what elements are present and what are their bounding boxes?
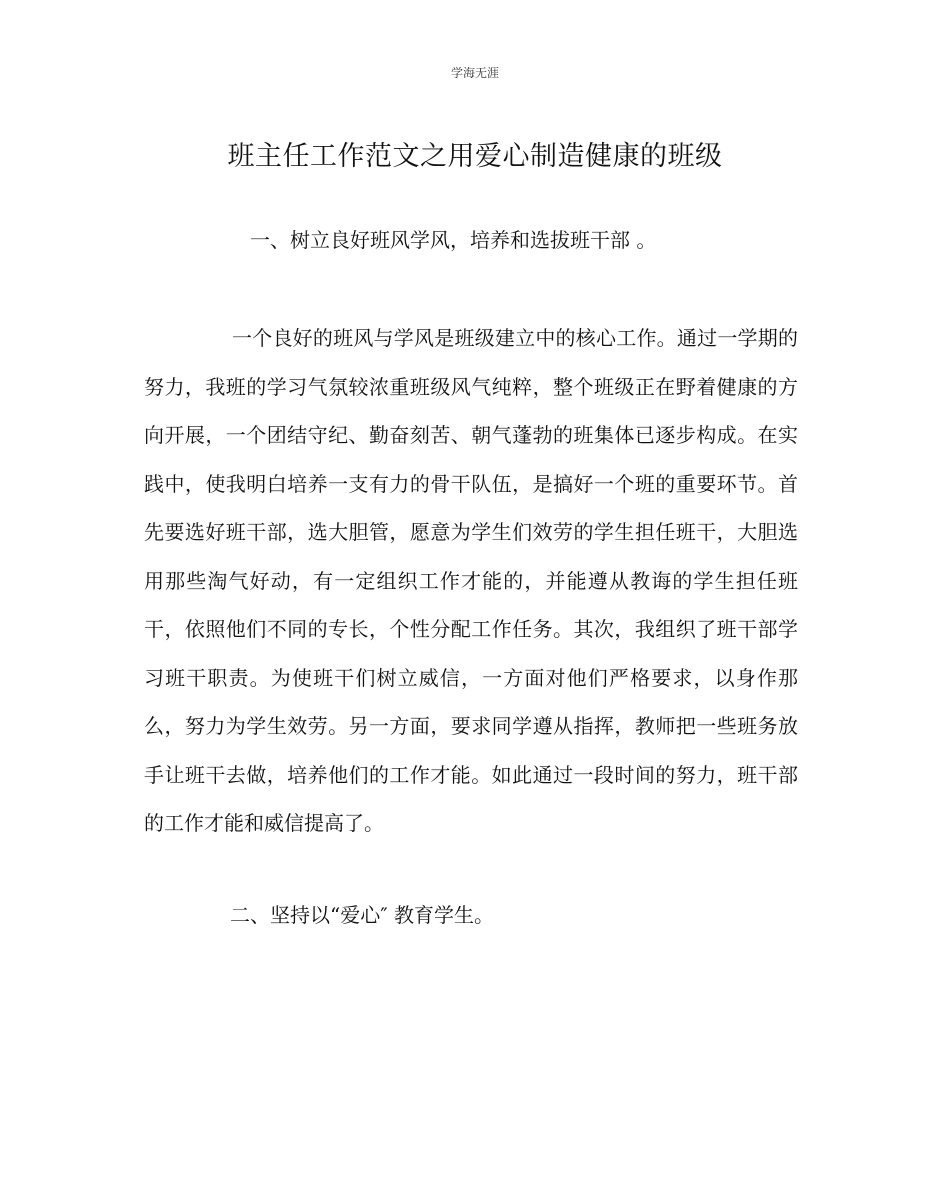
section-heading-1: 一、树立良好班风学风，培养和选拔班干部 。: [250, 228, 657, 252]
section-1-paragraph: 一个良好的班风与学风是班级建立中的核心工作。通过一学期的努力，我班的学习气氛较浓重班级风气纯粹，整个班级正在野着健康的方向开展，一个团结守纪、勤奋刻苦、朝气蓬勃的班集体已逐步构成。在实践中，使我明白培养一支有力的骨干队伍，是搞好一个班的重要环节。首先要选好班干部，选大胆管，愿意为学生们效劳的学生担任班干，大胆选用那些淘气好动，有一定组织工作才能的，并能遵从教诲的学生担任班干，依照他们不同的专长，个性分配工作任务。其次，我组织了班干部学习班干职责。为使班干们树立威信，一方面对他们严格要求，以身作那么，努力为学生效劳。另一方面，要求同学遵从指挥，教师把一些班务放手让班干去做，培养他们的工作才能。如此通过一段时间的努力，班干部的工作才能和威信提高了。: [144, 326, 798, 835]
document-title: 班主任工作范文之用爱心制造健康的班级: [227, 141, 723, 172]
page-header: 学海无涯: [450, 66, 499, 80]
section-heading-2: 二、坚持以“爱心″ 教育学生。: [230, 903, 495, 927]
